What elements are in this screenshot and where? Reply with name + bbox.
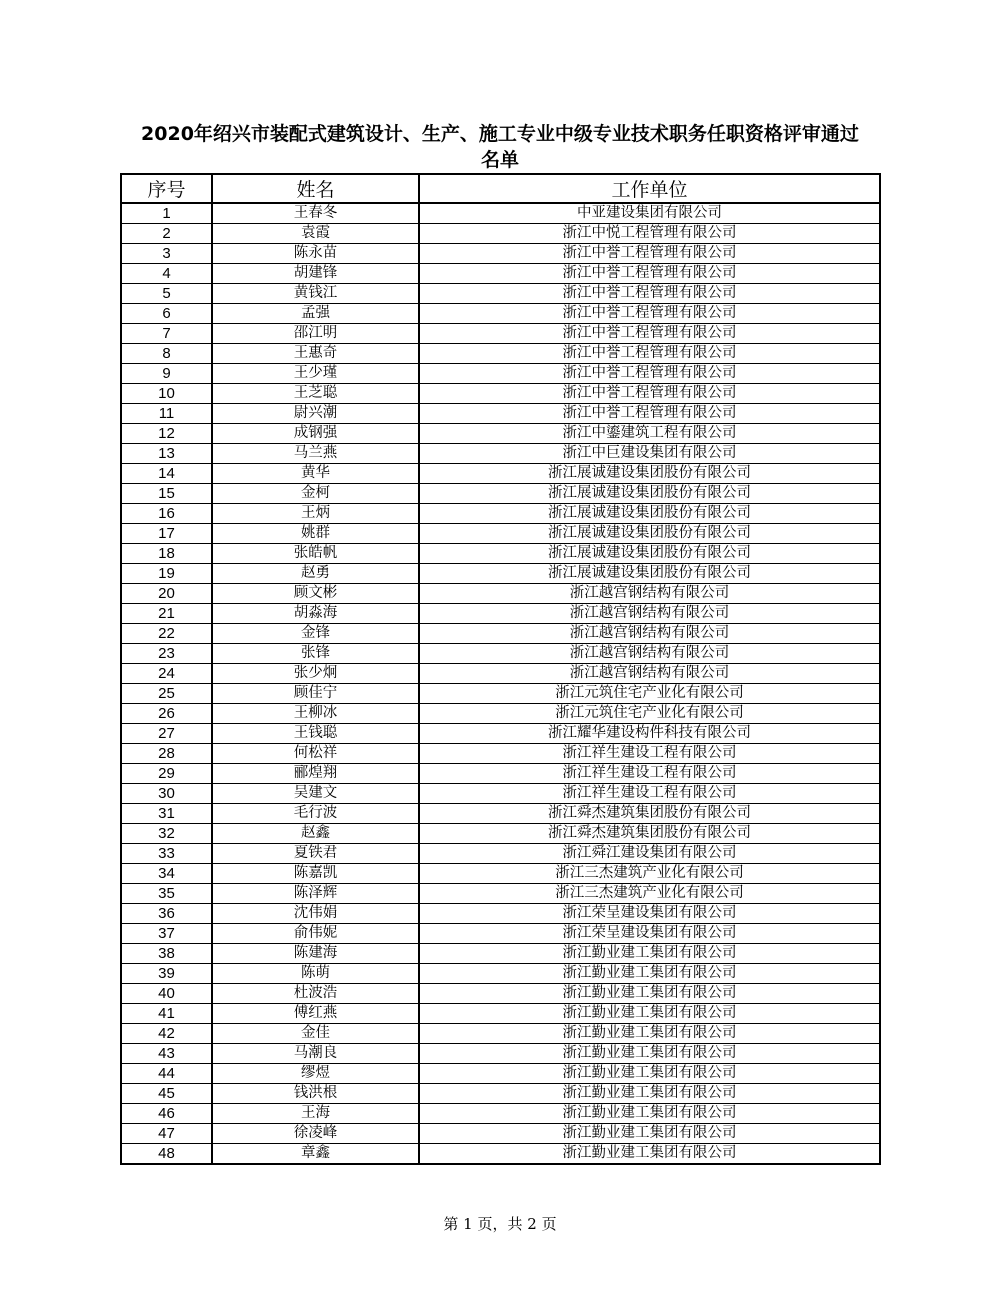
table-row (121, 1024, 880, 1044)
table-row (121, 984, 880, 1004)
cell-work-unit: 浙江元筑住宅产业化有限公司 (419, 684, 880, 704)
cell-serial-number: 11 (121, 404, 212, 424)
cell-work-unit: 浙江耀华建设构件科技有限公司 (419, 724, 880, 744)
cell-work-unit: 浙江祥生建设工程有限公司 (419, 744, 880, 764)
table-row (121, 244, 880, 264)
table-row (121, 604, 880, 624)
table-row (121, 1044, 880, 1064)
cell-work-unit: 浙江舜杰建筑集团股份有限公司 (419, 804, 880, 824)
table-row (121, 684, 880, 704)
table-row (121, 884, 880, 904)
cell-name: 傅红燕 (212, 1004, 419, 1024)
cell-name: 顾佳宁 (212, 684, 419, 704)
table-row (121, 804, 880, 824)
cell-name: 杜波浩 (212, 984, 419, 1004)
cell-work-unit: 浙江中誉工程管理有限公司 (419, 284, 880, 304)
table-row (121, 424, 880, 444)
cell-name: 沈伟娟 (212, 904, 419, 924)
cell-serial-number: 10 (121, 384, 212, 404)
table-row (121, 444, 880, 464)
cell-serial-number: 14 (121, 464, 212, 484)
table-row (121, 404, 880, 424)
cell-serial-number: 28 (121, 744, 212, 764)
cell-name: 袁霞 (212, 224, 419, 244)
title-line-1: 2020年绍兴市装配式建筑设计、生产、施工专业中级专业技术职务任职资格评审通过 (141, 123, 859, 145)
cell-work-unit: 浙江越宫钢结构有限公司 (419, 644, 880, 664)
cell-name: 陈萌 (212, 964, 419, 984)
cell-work-unit: 浙江中巨建设集团有限公司 (419, 444, 880, 464)
table-row (121, 784, 880, 804)
cell-work-unit: 浙江三杰建筑产业化有限公司 (419, 864, 880, 884)
table-row (121, 524, 880, 544)
header-name: 姓名 (212, 174, 419, 203)
table-row (121, 644, 880, 664)
cell-name: 缪煜 (212, 1064, 419, 1084)
table-row (121, 264, 880, 284)
roster-table (120, 173, 881, 1165)
cell-work-unit: 浙江舜杰建筑集团股份有限公司 (419, 824, 880, 844)
cell-work-unit: 浙江勤业建工集团有限公司 (419, 1064, 880, 1084)
cell-work-unit: 浙江中誉工程管理有限公司 (419, 384, 880, 404)
cell-work-unit: 浙江越宫钢结构有限公司 (419, 624, 880, 644)
cell-name: 陈嘉凯 (212, 864, 419, 884)
cell-work-unit: 浙江勤业建工集团有限公司 (419, 964, 880, 984)
cell-work-unit: 浙江展诚建设集团股份有限公司 (419, 564, 880, 584)
cell-name: 成钢强 (212, 424, 419, 444)
cell-name: 钱洪根 (212, 1084, 419, 1104)
cell-serial-number: 30 (121, 784, 212, 804)
cell-serial-number: 33 (121, 844, 212, 864)
cell-serial-number: 35 (121, 884, 212, 904)
cell-serial-number: 43 (121, 1044, 212, 1064)
cell-serial-number: 20 (121, 584, 212, 604)
cell-serial-number: 31 (121, 804, 212, 824)
table-row (121, 364, 880, 384)
cell-name: 夏铁君 (212, 844, 419, 864)
title-line-2: 名单 (480, 149, 519, 171)
cell-name: 毛行波 (212, 804, 419, 824)
cell-serial-number: 42 (121, 1024, 212, 1044)
cell-serial-number: 21 (121, 604, 212, 624)
table-row (121, 544, 880, 564)
cell-serial-number: 8 (121, 344, 212, 364)
table-row (121, 1064, 880, 1084)
table-row (121, 1004, 880, 1024)
cell-serial-number: 37 (121, 924, 212, 944)
cell-work-unit: 浙江中誉工程管理有限公司 (419, 324, 880, 344)
cell-work-unit: 浙江勤业建工集团有限公司 (419, 1084, 880, 1104)
cell-serial-number: 4 (121, 264, 212, 284)
cell-serial-number: 34 (121, 864, 212, 884)
cell-work-unit: 浙江元筑住宅产业化有限公司 (419, 704, 880, 724)
cell-work-unit: 浙江勤业建工集团有限公司 (419, 1004, 880, 1024)
cell-name: 王惠奇 (212, 344, 419, 364)
table-row (121, 1144, 880, 1165)
cell-work-unit: 浙江越宫钢结构有限公司 (419, 584, 880, 604)
cell-name: 黄钱江 (212, 284, 419, 304)
cell-work-unit: 浙江展诚建设集团股份有限公司 (419, 524, 880, 544)
cell-serial-number: 23 (121, 644, 212, 664)
cell-serial-number: 2 (121, 224, 212, 244)
table-row (121, 344, 880, 364)
page-footer: 第 1 页，共 2 页 (443, 1215, 557, 1233)
table-row (121, 724, 880, 744)
table-row (121, 284, 880, 304)
table-row (121, 584, 880, 604)
cell-serial-number: 41 (121, 1004, 212, 1024)
cell-name: 陈建海 (212, 944, 419, 964)
cell-work-unit: 浙江祥生建设工程有限公司 (419, 764, 880, 784)
cell-work-unit: 浙江展诚建设集团股份有限公司 (419, 504, 880, 524)
cell-serial-number: 1 (121, 203, 212, 224)
table-row (121, 824, 880, 844)
cell-serial-number: 9 (121, 364, 212, 384)
cell-serial-number: 22 (121, 624, 212, 644)
table-row (121, 224, 880, 244)
cell-work-unit: 浙江中誉工程管理有限公司 (419, 264, 880, 284)
cell-serial-number: 3 (121, 244, 212, 264)
table-row (121, 504, 880, 524)
cell-serial-number: 46 (121, 1104, 212, 1124)
cell-name: 王钱聪 (212, 724, 419, 744)
cell-name: 何松祥 (212, 744, 419, 764)
cell-work-unit: 浙江舜江建设集团有限公司 (419, 844, 880, 864)
cell-serial-number: 27 (121, 724, 212, 744)
cell-work-unit: 浙江展诚建设集团股份有限公司 (419, 464, 880, 484)
cell-name: 吴建文 (212, 784, 419, 804)
cell-name: 金锋 (212, 624, 419, 644)
table-row (121, 944, 880, 964)
cell-serial-number: 13 (121, 444, 212, 464)
cell-name: 胡淼海 (212, 604, 419, 624)
cell-name: 孟强 (212, 304, 419, 324)
cell-name: 陈永苗 (212, 244, 419, 264)
cell-name: 张锋 (212, 644, 419, 664)
table-row (121, 1084, 880, 1104)
table-row (121, 744, 880, 764)
header-serial-number: 序号 (121, 174, 212, 203)
table-body (121, 203, 880, 1164)
cell-serial-number: 18 (121, 544, 212, 564)
cell-name: 马兰燕 (212, 444, 419, 464)
table-row (121, 924, 880, 944)
cell-serial-number: 24 (121, 664, 212, 684)
table-row (121, 664, 880, 684)
document-title (110, 121, 890, 173)
cell-work-unit: 浙江荣呈建设集团有限公司 (419, 904, 880, 924)
table-row (121, 304, 880, 324)
cell-work-unit: 浙江越宫钢结构有限公司 (419, 604, 880, 624)
table-row (121, 1104, 880, 1124)
cell-serial-number: 19 (121, 564, 212, 584)
table-row (121, 564, 880, 584)
cell-work-unit: 浙江勤业建工集团有限公司 (419, 1124, 880, 1144)
cell-work-unit: 中亚建设集团有限公司 (419, 203, 880, 224)
cell-name: 黄华 (212, 464, 419, 484)
cell-serial-number: 44 (121, 1064, 212, 1084)
cell-work-unit: 浙江中誉工程管理有限公司 (419, 244, 880, 264)
table-row (121, 764, 880, 784)
cell-name: 邵江明 (212, 324, 419, 344)
cell-name: 章鑫 (212, 1144, 419, 1165)
table-header-row (121, 174, 880, 203)
table-row (121, 203, 880, 224)
table-row (121, 864, 880, 884)
cell-work-unit: 浙江中誉工程管理有限公司 (419, 344, 880, 364)
cell-name: 金柯 (212, 484, 419, 504)
table-row (121, 624, 880, 644)
cell-work-unit: 浙江勤业建工集团有限公司 (419, 944, 880, 964)
table-row (121, 324, 880, 344)
cell-work-unit: 浙江中誉工程管理有限公司 (419, 304, 880, 324)
cell-work-unit: 浙江展诚建设集团股份有限公司 (419, 544, 880, 564)
cell-serial-number: 39 (121, 964, 212, 984)
cell-work-unit: 浙江中誉工程管理有限公司 (419, 364, 880, 384)
cell-name: 王柳冰 (212, 704, 419, 724)
cell-name: 顾文彬 (212, 584, 419, 604)
cell-work-unit: 浙江中悦工程管理有限公司 (419, 224, 880, 244)
cell-serial-number: 16 (121, 504, 212, 524)
cell-name: 俞伟妮 (212, 924, 419, 944)
cell-serial-number: 40 (121, 984, 212, 1004)
cell-serial-number: 5 (121, 284, 212, 304)
cell-name: 徐凌峰 (212, 1124, 419, 1144)
cell-serial-number: 25 (121, 684, 212, 704)
cell-work-unit: 浙江祥生建设工程有限公司 (419, 784, 880, 804)
cell-work-unit: 浙江中鎏建筑工程有限公司 (419, 424, 880, 444)
table-row (121, 904, 880, 924)
cell-name: 陈泽辉 (212, 884, 419, 904)
cell-work-unit: 浙江勤业建工集团有限公司 (419, 984, 880, 1004)
cell-serial-number: 7 (121, 324, 212, 344)
cell-name: 马潮良 (212, 1044, 419, 1064)
cell-name: 王少瑾 (212, 364, 419, 384)
table-row (121, 384, 880, 404)
cell-serial-number: 12 (121, 424, 212, 444)
cell-serial-number: 48 (121, 1144, 212, 1165)
cell-work-unit: 浙江勤业建工集团有限公司 (419, 1044, 880, 1064)
cell-work-unit: 浙江展诚建设集团股份有限公司 (419, 484, 880, 504)
cell-name: 赵鑫 (212, 824, 419, 844)
table-row (121, 464, 880, 484)
cell-work-unit: 浙江荣呈建设集团有限公司 (419, 924, 880, 944)
cell-name: 金佳 (212, 1024, 419, 1044)
cell-work-unit: 浙江勤业建工集团有限公司 (419, 1024, 880, 1044)
table-row (121, 844, 880, 864)
cell-name: 姚群 (212, 524, 419, 544)
cell-serial-number: 17 (121, 524, 212, 544)
cell-serial-number: 6 (121, 304, 212, 324)
cell-name: 胡建锋 (212, 264, 419, 284)
table-row (121, 704, 880, 724)
cell-serial-number: 29 (121, 764, 212, 784)
cell-name: 王芝聪 (212, 384, 419, 404)
header-work-unit: 工作单位 (419, 174, 880, 203)
cell-name: 郦煌翔 (212, 764, 419, 784)
cell-serial-number: 38 (121, 944, 212, 964)
cell-name: 王春冬 (212, 203, 419, 224)
cell-work-unit: 浙江勤业建工集团有限公司 (419, 1144, 880, 1165)
cell-serial-number: 32 (121, 824, 212, 844)
cell-serial-number: 47 (121, 1124, 212, 1144)
table-row (121, 964, 880, 984)
cell-serial-number: 45 (121, 1084, 212, 1104)
cell-work-unit: 浙江勤业建工集团有限公司 (419, 1104, 880, 1124)
cell-serial-number: 15 (121, 484, 212, 504)
cell-serial-number: 26 (121, 704, 212, 724)
table-row (121, 484, 880, 504)
cell-name: 尉兴潮 (212, 404, 419, 424)
cell-name: 王海 (212, 1104, 419, 1124)
cell-work-unit: 浙江三杰建筑产业化有限公司 (419, 884, 880, 904)
cell-name: 王炳 (212, 504, 419, 524)
cell-name: 张皓帆 (212, 544, 419, 564)
cell-work-unit: 浙江中誉工程管理有限公司 (419, 404, 880, 424)
cell-work-unit: 浙江越宫钢结构有限公司 (419, 664, 880, 684)
cell-serial-number: 36 (121, 904, 212, 924)
cell-name: 赵勇 (212, 564, 419, 584)
table-row (121, 1124, 880, 1144)
cell-name: 张少炯 (212, 664, 419, 684)
